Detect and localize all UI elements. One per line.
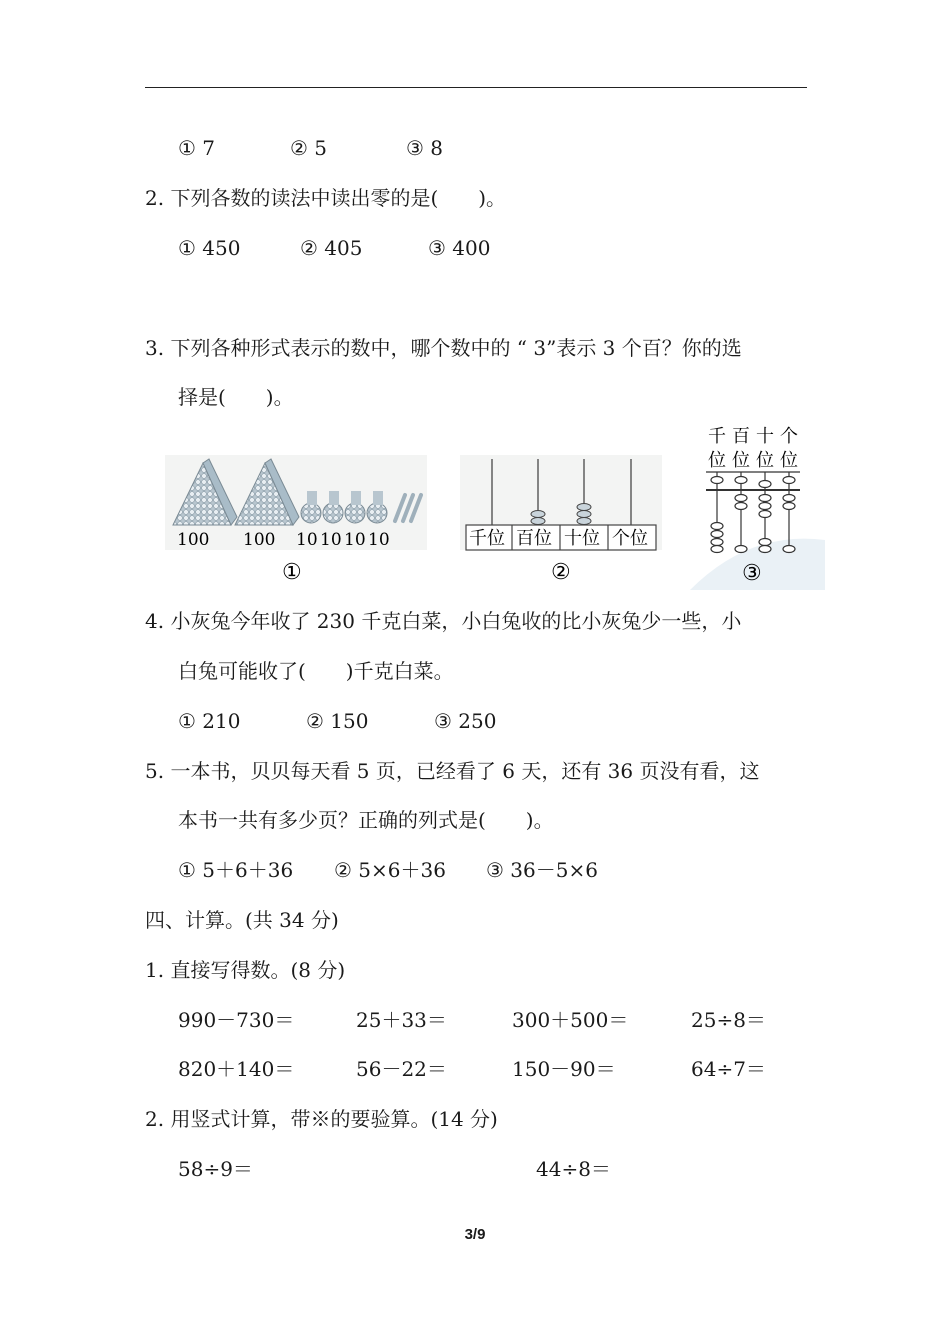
prev-option-2: ② 5 — [290, 136, 328, 160]
calc-r1-c4: 25÷8＝ — [691, 1008, 766, 1032]
q5-option-2: ② 5×6＋36 — [334, 858, 446, 882]
abacus-head2-ones: 位 — [780, 450, 798, 471]
section4-title: 四、计算。(共 34 分) — [145, 908, 339, 932]
header-rule — [145, 87, 807, 88]
page-current: 3 — [464, 1226, 473, 1243]
prev-option-3: ③ 8 — [406, 136, 444, 160]
vertical-calc-1: 58÷9＝ — [178, 1157, 253, 1181]
calc-r2-c4: 64÷7＝ — [691, 1057, 766, 1081]
q3-line2: 择是( )。 — [178, 385, 294, 409]
bundle-label-2: 100 — [243, 530, 276, 550]
q4-line2: 白兔可能收了( )千克白菜。 — [178, 659, 454, 683]
calc-r1-c3: 300＋500＝ — [512, 1008, 629, 1032]
calc-r1-c1: 990－730＝ — [178, 1008, 295, 1032]
counter-label-hundreds: 百位 — [516, 528, 552, 549]
q4-line1: 4. 小灰兔今年收了 230 千克白菜，小白兔收的比小灰兔少一些，小 — [145, 609, 742, 633]
bundle-label-1: 100 — [177, 530, 210, 550]
page-separator: / — [472, 1226, 478, 1243]
abacus-head2-thousands: 位 — [708, 450, 726, 471]
q4-option-1: ① 210 — [178, 709, 241, 733]
fig1-caption: ① — [282, 560, 302, 585]
abacus-head-ones: 个 — [780, 426, 798, 447]
calc-r2-c2: 56－22＝ — [356, 1057, 447, 1081]
fig3-caption: ③ — [742, 561, 762, 586]
q2-option-3: ③ 400 — [428, 236, 491, 260]
abacus-head-hundreds: 百 — [732, 426, 750, 447]
q5-option-1: ① 5＋6＋36 — [178, 858, 294, 882]
part2-title: 2. 用竖式计算，带※的要验算。(14 分) — [145, 1107, 498, 1131]
calc-r2-c1: 820＋140＝ — [178, 1057, 295, 1081]
bundle-label-6: 10 — [368, 530, 390, 550]
calc-r1-c2: 25＋33＝ — [356, 1008, 447, 1032]
abacus-head2-tens: 位 — [756, 450, 774, 471]
fig2-caption: ② — [551, 560, 571, 585]
q4-option-3: ③ 250 — [434, 709, 497, 733]
counter-label-thousands: 千位 — [469, 528, 505, 549]
prev-option-1: ① 7 — [178, 136, 216, 160]
bundle-label-5: 10 — [344, 530, 366, 550]
q5-line1: 5. 一本书，贝贝每天看 5 页，已经看了 6 天，还有 36 页没有看，这 — [145, 759, 760, 783]
bundle-label-4: 10 — [320, 530, 342, 550]
part1-title: 1. 直接写得数。(8 分) — [145, 958, 346, 982]
q2-option-1: ① 450 — [178, 236, 241, 260]
q4-option-2: ② 150 — [306, 709, 369, 733]
bundles-figure — [165, 455, 427, 585]
abacus-head-thousands: 千 — [708, 426, 726, 447]
q2-option-2: ② 405 — [300, 236, 363, 260]
page-number — [0, 1226, 950, 1243]
abacus-head2-hundreds: 位 — [732, 450, 750, 471]
page-total: 9 — [477, 1226, 486, 1243]
vertical-calc-2: 44÷8＝ — [536, 1157, 611, 1181]
counter-label-ones: 个位 — [612, 528, 648, 549]
q3-line1: 3. 下列各种形式表示的数中，哪个数中的 “ 3”表示 3 个百？你的选 — [145, 336, 742, 360]
counter-figure — [460, 455, 662, 585]
counter-label-tens: 十位 — [564, 528, 600, 549]
abacus-figure — [690, 420, 825, 590]
calc-r2-c3: 150－90＝ — [512, 1057, 616, 1081]
q5-option-3: ③ 36－5×6 — [486, 858, 598, 882]
abacus-head-tens: 十 — [756, 426, 774, 447]
q5-line2: 本书一共有多少页？正确的列式是( )。 — [178, 808, 554, 832]
q2-text: 2. 下列各数的读法中读出零的是( )。 — [145, 186, 507, 210]
bundle-label-3: 10 — [296, 530, 318, 550]
